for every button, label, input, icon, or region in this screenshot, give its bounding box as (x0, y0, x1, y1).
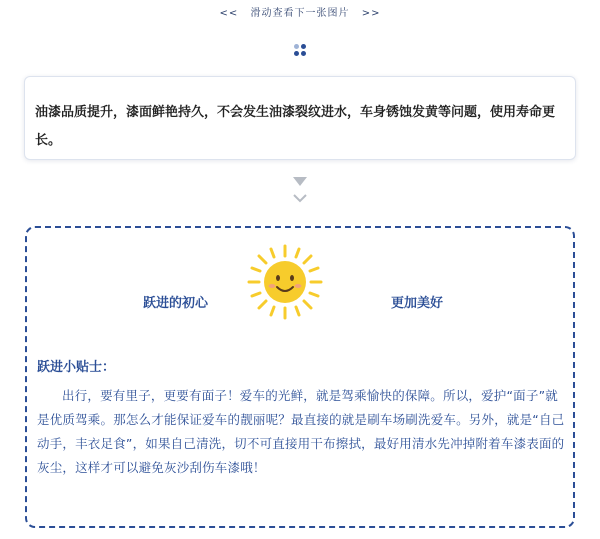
swipe-hint-text: 滑动查看下一张图片 (250, 8, 350, 19)
tips-body: 出行，要有里子，更要有面子！爱车的光鲜，就是驾乘愉快的保障。所以，爱护“面子”就是优质驾乘。那怎么才能保证爱车的靓丽呢？最直接的就是刷车场刷洗爱车。另外，就是“自己动手，丰衣足食”，如果自己清洗，切不可直接用干布擦拭，最好用清水先冲掉附着车漆表面的灰尘，这样才可以避免灰沙刮伤车漆哦！ (37, 388, 565, 475)
summary-text: 油漆品质提升，漆面鲜艳持久，不会发生油漆裂纹进水，车身锈蚀发黄等问题，使用寿命更长。 (35, 105, 556, 148)
swipe-left-arrows: << (219, 8, 239, 19)
swipe-hint (0, 4, 600, 19)
tips-title: 跃进小贴士： (37, 360, 116, 375)
swipe-right-arrows: >> (361, 8, 381, 19)
heading-right: 更加美好 (391, 296, 444, 311)
down-triangle-chevron-icon (290, 174, 310, 208)
tips-box (25, 226, 575, 528)
summary-card (24, 76, 576, 160)
smiling-sun-icon (245, 242, 325, 322)
four-dots-icon (293, 44, 307, 62)
heading-left: 跃进的初心 (143, 296, 209, 311)
